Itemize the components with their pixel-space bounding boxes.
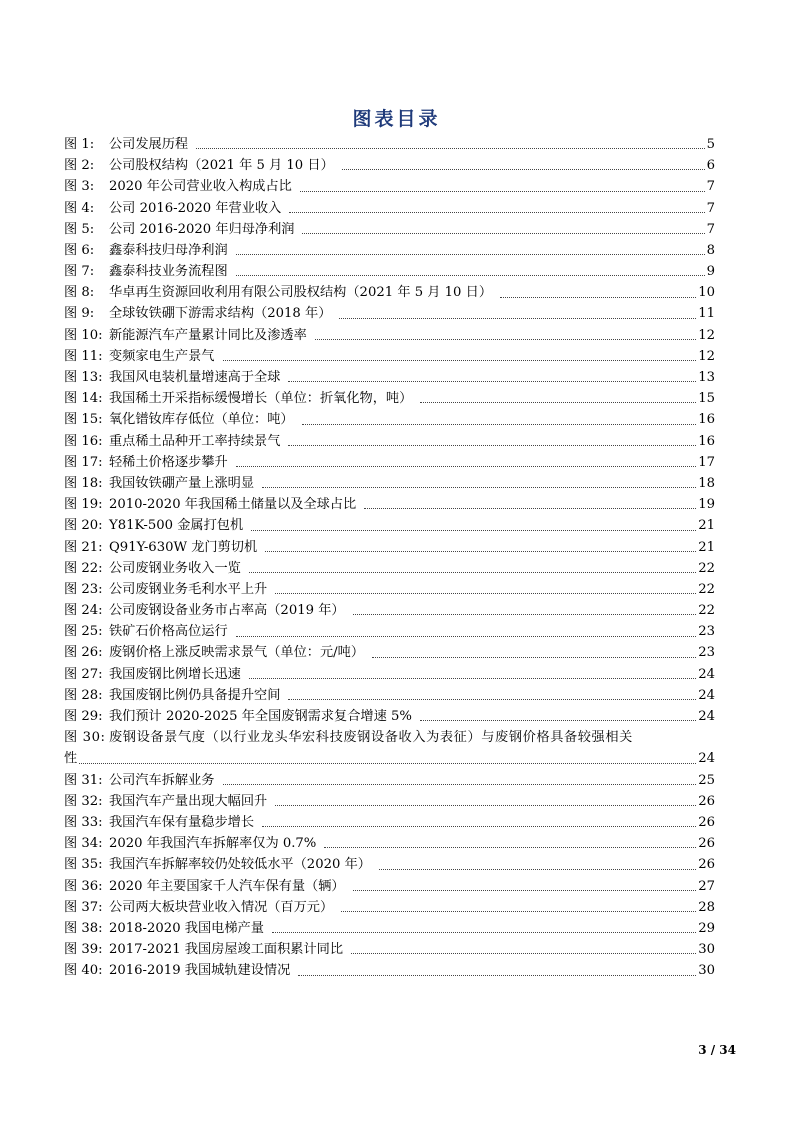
toc-entry-label bbox=[64, 600, 353, 621]
toc-entry-continuation[interactable] bbox=[64, 748, 715, 769]
toc-entry[interactable] bbox=[64, 176, 715, 197]
toc-entry-number: 图 19: bbox=[64, 497, 103, 513]
toc-entry-label bbox=[64, 770, 223, 791]
toc-entry-number: 图 11: bbox=[64, 348, 103, 364]
toc-entry-page: 23 bbox=[698, 624, 715, 640]
toc-entry-page: 7 bbox=[706, 179, 715, 195]
toc-dot-leader bbox=[275, 805, 696, 806]
toc-entry-number: 图 14: bbox=[64, 391, 103, 407]
toc-entry-label bbox=[64, 219, 302, 240]
toc-dot-leader bbox=[364, 508, 696, 509]
toc-entry-label bbox=[64, 664, 249, 685]
toc-dot-leader bbox=[249, 678, 696, 679]
toc-entry-label bbox=[64, 515, 251, 536]
toc-entry-number: 图 37: bbox=[64, 899, 103, 915]
toc-entry[interactable] bbox=[64, 219, 715, 240]
toc-entry-title: 我国钕铁硼产量上涨明显 bbox=[109, 475, 255, 491]
toc-entry-page: 10 bbox=[698, 285, 715, 301]
toc-entry-page: 30 bbox=[698, 942, 715, 958]
toc-entry-page: 8 bbox=[706, 242, 715, 258]
toc-entry-title: 我国稀土开采指标缓慢增长（单位：折氧化物，吨） bbox=[109, 391, 413, 407]
toc-dot-leader bbox=[342, 169, 705, 170]
toc-entry-title: 公司两大板块营业收入情况（百万元） bbox=[109, 899, 334, 915]
toc-entry-number: 图 22: bbox=[64, 560, 103, 576]
table-of-figures bbox=[64, 134, 715, 982]
toc-entry-label bbox=[64, 431, 288, 452]
toc-entry[interactable] bbox=[64, 261, 715, 282]
toc-entry-page: 17 bbox=[698, 454, 715, 470]
toc-dot-leader bbox=[298, 975, 696, 976]
toc-dot-leader bbox=[249, 572, 696, 573]
toc-entry[interactable] bbox=[64, 304, 715, 325]
toc-entry-page: 23 bbox=[698, 645, 715, 661]
toc-entry[interactable] bbox=[64, 833, 715, 854]
toc-entry-page: 22 bbox=[698, 581, 715, 597]
toc-entry-title: 新能源汽车产量累计同比及渗透率 bbox=[109, 327, 307, 343]
toc-entry-page: 24 bbox=[698, 687, 715, 703]
toc-entry-number: 图 31: bbox=[64, 772, 103, 788]
toc-entry-label bbox=[64, 176, 300, 197]
toc-entry-page: 22 bbox=[698, 560, 715, 576]
toc-entry-title: 重点稀土品种开工率持续景气 bbox=[109, 433, 281, 449]
toc-entry-title: 氧化镨钕库存低位（单位：吨） bbox=[109, 412, 294, 428]
toc-entry-page: 28 bbox=[698, 899, 715, 915]
toc-entry-page: 15 bbox=[698, 391, 715, 407]
toc-entry-label bbox=[64, 473, 262, 494]
toc-entry-number: 图 28: bbox=[64, 687, 103, 703]
toc-entry-number: 图 18: bbox=[64, 475, 103, 491]
toc-entry-page: 16 bbox=[698, 433, 715, 449]
toc-entry[interactable] bbox=[64, 770, 715, 791]
toc-entry-label bbox=[64, 854, 379, 875]
toc-entry[interactable] bbox=[64, 727, 715, 748]
toc-entry-page: 16 bbox=[698, 412, 715, 428]
toc-entry-label bbox=[64, 134, 196, 155]
toc-entry-number: 图 6: bbox=[64, 242, 95, 258]
toc-entry-page: 24 bbox=[698, 751, 715, 767]
toc-entry[interactable] bbox=[64, 134, 715, 155]
toc-entry-number: 图 33: bbox=[64, 814, 103, 830]
toc-entry[interactable] bbox=[64, 515, 715, 536]
toc-entry-number: 图 23: bbox=[64, 581, 103, 597]
toc-entry[interactable] bbox=[64, 960, 715, 981]
toc-entry-title: 我国汽车保有量稳步增长 bbox=[109, 814, 255, 830]
toc-entry-label bbox=[64, 325, 315, 346]
toc-entry-label bbox=[64, 642, 372, 663]
toc-dot-leader bbox=[223, 784, 697, 785]
toc-entry-page: 26 bbox=[698, 814, 715, 830]
toc-entry-label bbox=[64, 537, 265, 558]
toc-entry[interactable] bbox=[64, 643, 715, 664]
toc-entry-page: 26 bbox=[698, 857, 715, 873]
toc-entry-label bbox=[64, 939, 351, 960]
toc-dot-leader bbox=[351, 953, 696, 954]
toc-entry-page: 24 bbox=[698, 709, 715, 725]
toc-entry-page: 11 bbox=[698, 306, 715, 322]
toc-entry-label bbox=[64, 897, 341, 918]
toc-entry-number: 图 5: bbox=[64, 221, 95, 237]
toc-entry-title: 公司发展历程 bbox=[109, 136, 189, 152]
toc-dot-leader bbox=[353, 614, 697, 615]
toc-dot-leader bbox=[372, 657, 696, 658]
toc-entry-label bbox=[64, 303, 339, 324]
toc-entry[interactable] bbox=[64, 791, 715, 812]
toc-entry-label bbox=[64, 494, 364, 515]
toc-entry[interactable] bbox=[64, 494, 715, 515]
toc-entry-title: 2018-2020 我国电梯产量 bbox=[109, 920, 264, 936]
toc-entry-label bbox=[64, 960, 298, 981]
toc-entry-label bbox=[64, 730, 641, 745]
toc-dot-leader bbox=[262, 826, 696, 827]
toc-entry-page: 13 bbox=[698, 370, 715, 386]
toc-entry-label bbox=[64, 558, 249, 579]
toc-entry-number: 图 16: bbox=[64, 433, 103, 449]
toc-entry-label bbox=[64, 261, 236, 282]
toc-entry-title: 变频家电生产景气 bbox=[109, 348, 215, 364]
toc-entry-title: 公司废钢设备业务市占率高（2019 年） bbox=[109, 603, 345, 619]
toc-entry-page: 18 bbox=[698, 475, 715, 491]
toc-entry-page: 29 bbox=[698, 920, 715, 936]
toc-entry-label bbox=[64, 621, 236, 642]
toc-entry[interactable] bbox=[64, 388, 715, 409]
toc-dot-leader bbox=[315, 339, 696, 340]
toc-dot-leader bbox=[265, 551, 696, 552]
toc-entry-number: 图 25: bbox=[64, 624, 103, 640]
toc-entry-number: 图 1: bbox=[64, 136, 95, 152]
toc-entry-title: 废钢价格上涨反映需求景气（单位：元/吨） bbox=[109, 645, 365, 661]
toc-entry-page: 12 bbox=[698, 348, 715, 364]
toc-entry-label bbox=[64, 155, 342, 176]
toc-entry-number: 图 40: bbox=[64, 963, 103, 979]
toc-entry-title: 我国汽车拆解率较仍处较低水平（2020 年） bbox=[109, 857, 371, 873]
toc-entry-title: 废钢设备景气度（以行业龙头华宏科技废钢设备收入为表征）与废钢价格具备较强相关 bbox=[109, 730, 633, 746]
toc-entry-title: 铁矿石价格高位运行 bbox=[109, 624, 228, 640]
toc-entry-title: 我国风电装机量增速高于全球 bbox=[109, 370, 281, 386]
toc-entry-number: 图 38: bbox=[64, 920, 103, 936]
toc-entry-title: 公司 2016-2020 年营业收入 bbox=[109, 200, 282, 216]
toc-entry-number: 图 7: bbox=[64, 264, 95, 280]
toc-dot-leader bbox=[288, 445, 696, 446]
toc-entry-number: 图 17: bbox=[64, 454, 103, 470]
toc-entry[interactable] bbox=[64, 876, 715, 897]
toc-entry-number: 图 15: bbox=[64, 412, 103, 428]
toc-entry-page: 12 bbox=[698, 327, 715, 343]
toc-entry-title: 公司废钢业务毛利水平上升 bbox=[109, 581, 268, 597]
toc-entry[interactable] bbox=[64, 431, 715, 452]
toc-entry-label bbox=[64, 812, 262, 833]
toc-entry-number: 图 39: bbox=[64, 942, 103, 958]
toc-entry[interactable] bbox=[64, 240, 715, 261]
toc-entry-title: 2020 年公司营业收入构成占比 bbox=[109, 179, 292, 195]
toc-entry-number: 图 24: bbox=[64, 603, 103, 619]
toc-entry-label bbox=[64, 409, 302, 430]
toc-entry-number: 图 30: bbox=[64, 730, 106, 746]
toc-dot-leader bbox=[324, 847, 696, 848]
toc-entry-page: 27 bbox=[698, 878, 715, 894]
toc-entry[interactable] bbox=[64, 918, 715, 939]
toc-dot-leader bbox=[353, 890, 697, 891]
toc-entry-number: 图 32: bbox=[64, 793, 103, 809]
toc-dot-leader bbox=[196, 148, 704, 149]
toc-entry-title: 鑫泰科技业务流程图 bbox=[109, 264, 228, 280]
toc-entry-page: 30 bbox=[698, 963, 715, 979]
toc-entry-label bbox=[64, 876, 353, 897]
toc-entry-title: 华卓再生资源回收利用有限公司股权结构（2021 年 5 月 10 日） bbox=[109, 285, 493, 301]
toc-entry-title: 2010-2020 年我国稀土储量以及全球占比 bbox=[109, 497, 357, 513]
toc-dot-leader bbox=[275, 593, 696, 594]
toc-entry[interactable] bbox=[64, 558, 715, 579]
toc-dot-leader bbox=[339, 318, 696, 319]
toc-dot-leader bbox=[300, 191, 705, 192]
toc-entry[interactable] bbox=[64, 706, 715, 727]
toc-entry[interactable] bbox=[64, 325, 715, 346]
toc-entry[interactable] bbox=[64, 473, 715, 494]
page-number: 3 / 34 bbox=[698, 1043, 736, 1057]
toc-entry-number: 图 9: bbox=[64, 306, 95, 322]
toc-entry-label bbox=[64, 685, 288, 706]
toc-entry-page: 26 bbox=[698, 793, 715, 809]
toc-dot-leader bbox=[302, 233, 704, 234]
toc-entry[interactable] bbox=[64, 409, 715, 430]
toc-entry-page: 7 bbox=[706, 200, 715, 216]
toc-entry-number: 图 4: bbox=[64, 200, 95, 216]
toc-dot-leader bbox=[289, 212, 704, 213]
toc-entry-label bbox=[64, 833, 324, 854]
toc-entry[interactable] bbox=[64, 939, 715, 960]
toc-entry-number: 图 10: bbox=[64, 327, 103, 343]
toc-entry-number: 图 26: bbox=[64, 645, 103, 661]
toc-dot-leader bbox=[341, 911, 696, 912]
toc-entry[interactable] bbox=[64, 600, 715, 621]
toc-entry-number: 图 34: bbox=[64, 836, 103, 852]
toc-entry-label bbox=[64, 579, 275, 600]
toc-entry-title: 我们预计 2020-2025 年全国废钢需求复合增速 5% bbox=[109, 709, 412, 725]
toc-dot-leader bbox=[302, 424, 697, 425]
toc-entry-title: 2017-2021 我国房屋竣工面积累计同比 bbox=[109, 942, 344, 958]
toc-entry-title: 轻稀土价格逐步攀升 bbox=[109, 454, 228, 470]
toc-entry-label bbox=[64, 918, 272, 939]
toc-entry-label bbox=[64, 240, 236, 261]
toc-entry-title: Q91Y-630W 龙门剪切机 bbox=[109, 539, 258, 555]
toc-dot-leader bbox=[500, 297, 696, 298]
toc-entry-number: 图 21: bbox=[64, 539, 103, 555]
toc-entry-title: 我国汽车产量出现大幅回升 bbox=[109, 793, 268, 809]
page-title: 图表目录 bbox=[352, 108, 441, 130]
toc-entry[interactable] bbox=[64, 282, 715, 303]
toc-entry-page: 26 bbox=[698, 836, 715, 852]
toc-entry[interactable] bbox=[64, 346, 715, 367]
toc-entry-title: 鑫泰科技归母净利润 bbox=[109, 242, 228, 258]
toc-entry-title: 2020 年主要国家千人汽车保有量（辆） bbox=[109, 878, 345, 894]
toc-entry[interactable] bbox=[64, 367, 715, 388]
toc-entry[interactable] bbox=[64, 155, 715, 176]
toc-entry-page: 21 bbox=[698, 539, 715, 555]
toc-entry-number: 图 27: bbox=[64, 666, 103, 682]
toc-dot-leader bbox=[420, 720, 696, 721]
toc-entry-page: 19 bbox=[698, 497, 715, 513]
toc-entry[interactable] bbox=[64, 452, 715, 473]
toc-entry-number: 图 8: bbox=[64, 285, 95, 301]
toc-dot-leader bbox=[379, 869, 696, 870]
toc-entry-page: 22 bbox=[698, 603, 715, 619]
toc-entry-title: 2020 年我国汽车拆解率仅为 0.7% bbox=[109, 836, 317, 852]
toc-entry-number: 图 20: bbox=[64, 518, 103, 534]
toc-dot-leader bbox=[236, 466, 697, 467]
toc-entry[interactable] bbox=[64, 854, 715, 875]
toc-entry-number: 图 29: bbox=[64, 709, 103, 725]
toc-dot-leader bbox=[236, 275, 705, 276]
toc-dot-leader bbox=[236, 636, 697, 637]
toc-entry[interactable] bbox=[64, 537, 715, 558]
toc-entry-page: 7 bbox=[706, 221, 715, 237]
toc-entry-number: 图 13: bbox=[64, 370, 103, 386]
toc-entry[interactable] bbox=[64, 812, 715, 833]
toc-entry-page: 6 bbox=[706, 158, 715, 174]
toc-entry-page: 5 bbox=[706, 136, 715, 152]
toc-entry-title: 2016-2019 我国城轨建设情况 bbox=[109, 963, 291, 979]
toc-entry-label bbox=[64, 367, 288, 388]
toc-entry-title: 公司汽车拆解业务 bbox=[109, 772, 215, 788]
toc-entry-title: 公司废钢业务收入一览 bbox=[109, 560, 241, 576]
toc-entry-page: 21 bbox=[698, 518, 715, 534]
toc-dot-leader bbox=[223, 360, 697, 361]
toc-entry-title: Y81K-500 金属打包机 bbox=[109, 518, 244, 534]
toc-entry-title: 全球钕铁硼下游需求结构（2018 年） bbox=[109, 306, 332, 322]
toc-entry-number: 图 2: bbox=[64, 158, 95, 174]
toc-dot-leader bbox=[288, 381, 696, 382]
toc-entry-label bbox=[64, 706, 420, 727]
toc-entry[interactable] bbox=[64, 579, 715, 600]
toc-entry-label bbox=[64, 388, 420, 409]
toc-entry-label bbox=[64, 791, 275, 812]
toc-dot-leader bbox=[251, 530, 696, 531]
toc-entry[interactable] bbox=[64, 621, 715, 642]
toc-entry-label bbox=[64, 346, 223, 367]
toc-entry-page: 9 bbox=[706, 264, 715, 280]
toc-entry-number: 图 35: bbox=[64, 857, 103, 873]
toc-dot-leader bbox=[79, 763, 696, 764]
toc-dot-leader bbox=[236, 254, 705, 255]
toc-entry[interactable] bbox=[64, 664, 715, 685]
toc-dot-leader bbox=[272, 932, 696, 933]
toc-entry-title-continuation: 性 bbox=[64, 751, 78, 767]
toc-entry[interactable] bbox=[64, 685, 715, 706]
toc-entry-title: 公司股权结构（2021 年 5 月 10 日） bbox=[109, 158, 334, 174]
toc-entry-label bbox=[64, 198, 289, 219]
toc-entry-page: 24 bbox=[698, 666, 715, 682]
toc-entry-label bbox=[64, 282, 500, 303]
toc-entry-title: 我国废钢比例增长迅速 bbox=[109, 666, 241, 682]
toc-entry-title: 公司 2016-2020 年归母净利润 bbox=[109, 221, 295, 237]
toc-entry[interactable] bbox=[64, 897, 715, 918]
toc-entry-title: 我国废钢比例仍具备提升空间 bbox=[109, 687, 281, 703]
toc-dot-leader bbox=[288, 699, 696, 700]
toc-entry-number: 图 36: bbox=[64, 878, 103, 894]
toc-dot-leader bbox=[262, 487, 696, 488]
toc-entry-number: 图 3: bbox=[64, 179, 95, 195]
toc-entry-page: 25 bbox=[698, 772, 715, 788]
toc-entry-label bbox=[64, 452, 236, 473]
toc-dot-leader bbox=[420, 402, 696, 403]
toc-entry[interactable] bbox=[64, 198, 715, 219]
